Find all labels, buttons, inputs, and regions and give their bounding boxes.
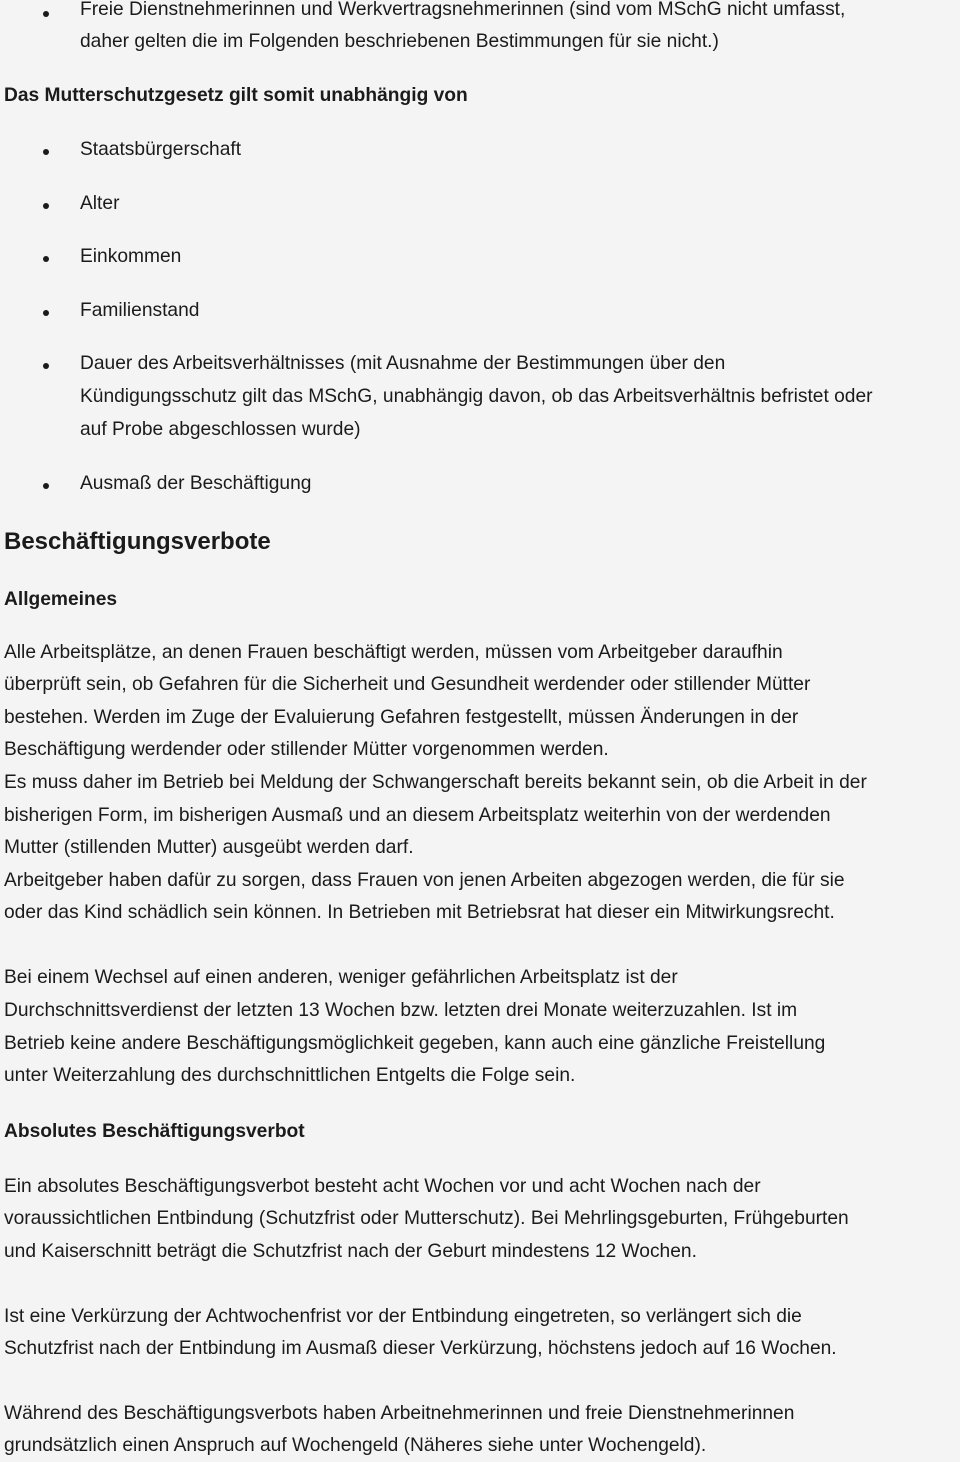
paragraph-line: Bei einem Wechsel auf einen anderen, weniger gefährlichen Arbeitsplatz ist der	[4, 967, 678, 988]
list-item-text: Freie Dienstnehmerinnen und Werkvertragsnehmerinnen (sind vom MSchG nicht umfasst,	[80, 0, 846, 20]
list-item: Einkommen	[80, 246, 182, 267]
paragraph-line: bestehen. Werden im Zuge der Evaluierung Gefahren festgestellt, müssen Änderungen in der	[4, 707, 799, 728]
paragraph-line: bisherigen Form, im bisherigen Ausmaß und an diesem Arbeitsplatz weiterhin von der werdenden	[4, 805, 831, 826]
paragraph-line: Während des Beschäftigungsverbots haben Arbeitnehmerinnen und freie Dienstnehmerinnen	[4, 1403, 795, 1424]
bullet-icon	[43, 363, 49, 369]
list-item: Familienstand	[80, 300, 200, 321]
paragraph-line: oder das Kind schädlich sein können. In Betrieben mit Betriebsrat hat dieser ein Mitwirkungsrecht.	[4, 902, 835, 923]
paragraph-line: überprüft sein, ob Gefahren für die Sicherheit und Gesundheit werdender oder stillender Mütter	[4, 674, 811, 695]
list-item: Alter	[80, 193, 120, 214]
bullet-icon	[43, 483, 49, 489]
list-item: auf Probe abgeschlossen wurde)	[80, 419, 361, 440]
bullet-icon	[43, 149, 49, 155]
list-item: Staatsbürgerschaft	[80, 139, 242, 160]
paragraph-line: Alle Arbeitsplätze, an denen Frauen beschäftigt werden, müssen vom Arbeitgeber daraufhin	[4, 642, 783, 663]
paragraph-line: grundsätzlich einen Anspruch auf Wochengeld (Näheres siehe unter Wochengeld).	[4, 1435, 707, 1456]
paragraph-line: Es muss daher im Betrieb bei Meldung der Schwangerschaft bereits bekannt sein, ob die Arbeit in der	[4, 772, 867, 793]
list-item: Kündigungsschutz gilt das MSchG, unabhängig davon, ob das Arbeitsverhältnis befristet oder	[80, 386, 873, 407]
paragraph-line: Betrieb keine andere Beschäftigungsmöglichkeit gegeben, kann auch eine gänzliche Freistellung	[4, 1033, 826, 1054]
bullet-icon	[43, 256, 49, 262]
list-heading: Das Mutterschutzgesetz gilt somit unabhängig von	[4, 85, 468, 106]
paragraph-line: Beschäftigung werdender oder stillender Mütter vorgenommen werden.	[4, 739, 609, 760]
bullet-icon	[43, 310, 49, 316]
paragraph-line: unter Weiterzahlung des durchschnittlichen Entgelts die Folge sein.	[4, 1065, 576, 1086]
list-item: Dauer des Arbeitsverhältnisses (mit Ausnahme der Bestimmungen über den	[80, 353, 726, 374]
paragraph-line: Ist eine Verkürzung der Achtwochenfrist vor der Entbindung eingetreten, so verlängert sich die	[4, 1306, 802, 1327]
paragraph-line: Mutter (stillenden Mutter) ausgeübt werden darf.	[4, 837, 414, 858]
subheading-general: Allgemeines	[4, 589, 118, 610]
list-item-text: daher gelten die im Folgenden beschriebenen Bestimmungen für sie nicht.)	[80, 31, 719, 52]
paragraph-line: Arbeitgeber haben dafür zu sorgen, dass Frauen von jenen Arbeiten abgezogen werden, die für sie	[4, 870, 845, 891]
paragraph-line: und Kaiserschnitt beträgt die Schutzfrist nach der Geburt mindestens 12 Wochen.	[4, 1241, 697, 1262]
section-heading: Beschäftigungsverbote	[4, 528, 271, 555]
bullet-icon	[43, 11, 49, 17]
paragraph-line: Durchschnittsverdienst der letzten 13 Wochen bzw. letzten drei Monate weiterzuzahlen. Ist im	[4, 1000, 798, 1021]
paragraph-line: voraussichtlichen Entbindung (Schutzfrist oder Mutterschutz). Bei Mehrlingsgeburten, Frühgeburten	[4, 1208, 849, 1229]
subheading-absolute: Absolutes Beschäftigungsverbot	[4, 1121, 305, 1142]
bullet-icon	[43, 203, 49, 209]
paragraph-line: Schutzfrist nach der Entbindung im Ausmaß dieser Verkürzung, höchstens jedoch auf 16 Wochen.	[4, 1338, 837, 1359]
paragraph-line: Ein absolutes Beschäftigungsverbot besteht acht Wochen vor und acht Wochen nach der	[4, 1176, 761, 1197]
list-item: Ausmaß der Beschäftigung	[80, 473, 312, 494]
